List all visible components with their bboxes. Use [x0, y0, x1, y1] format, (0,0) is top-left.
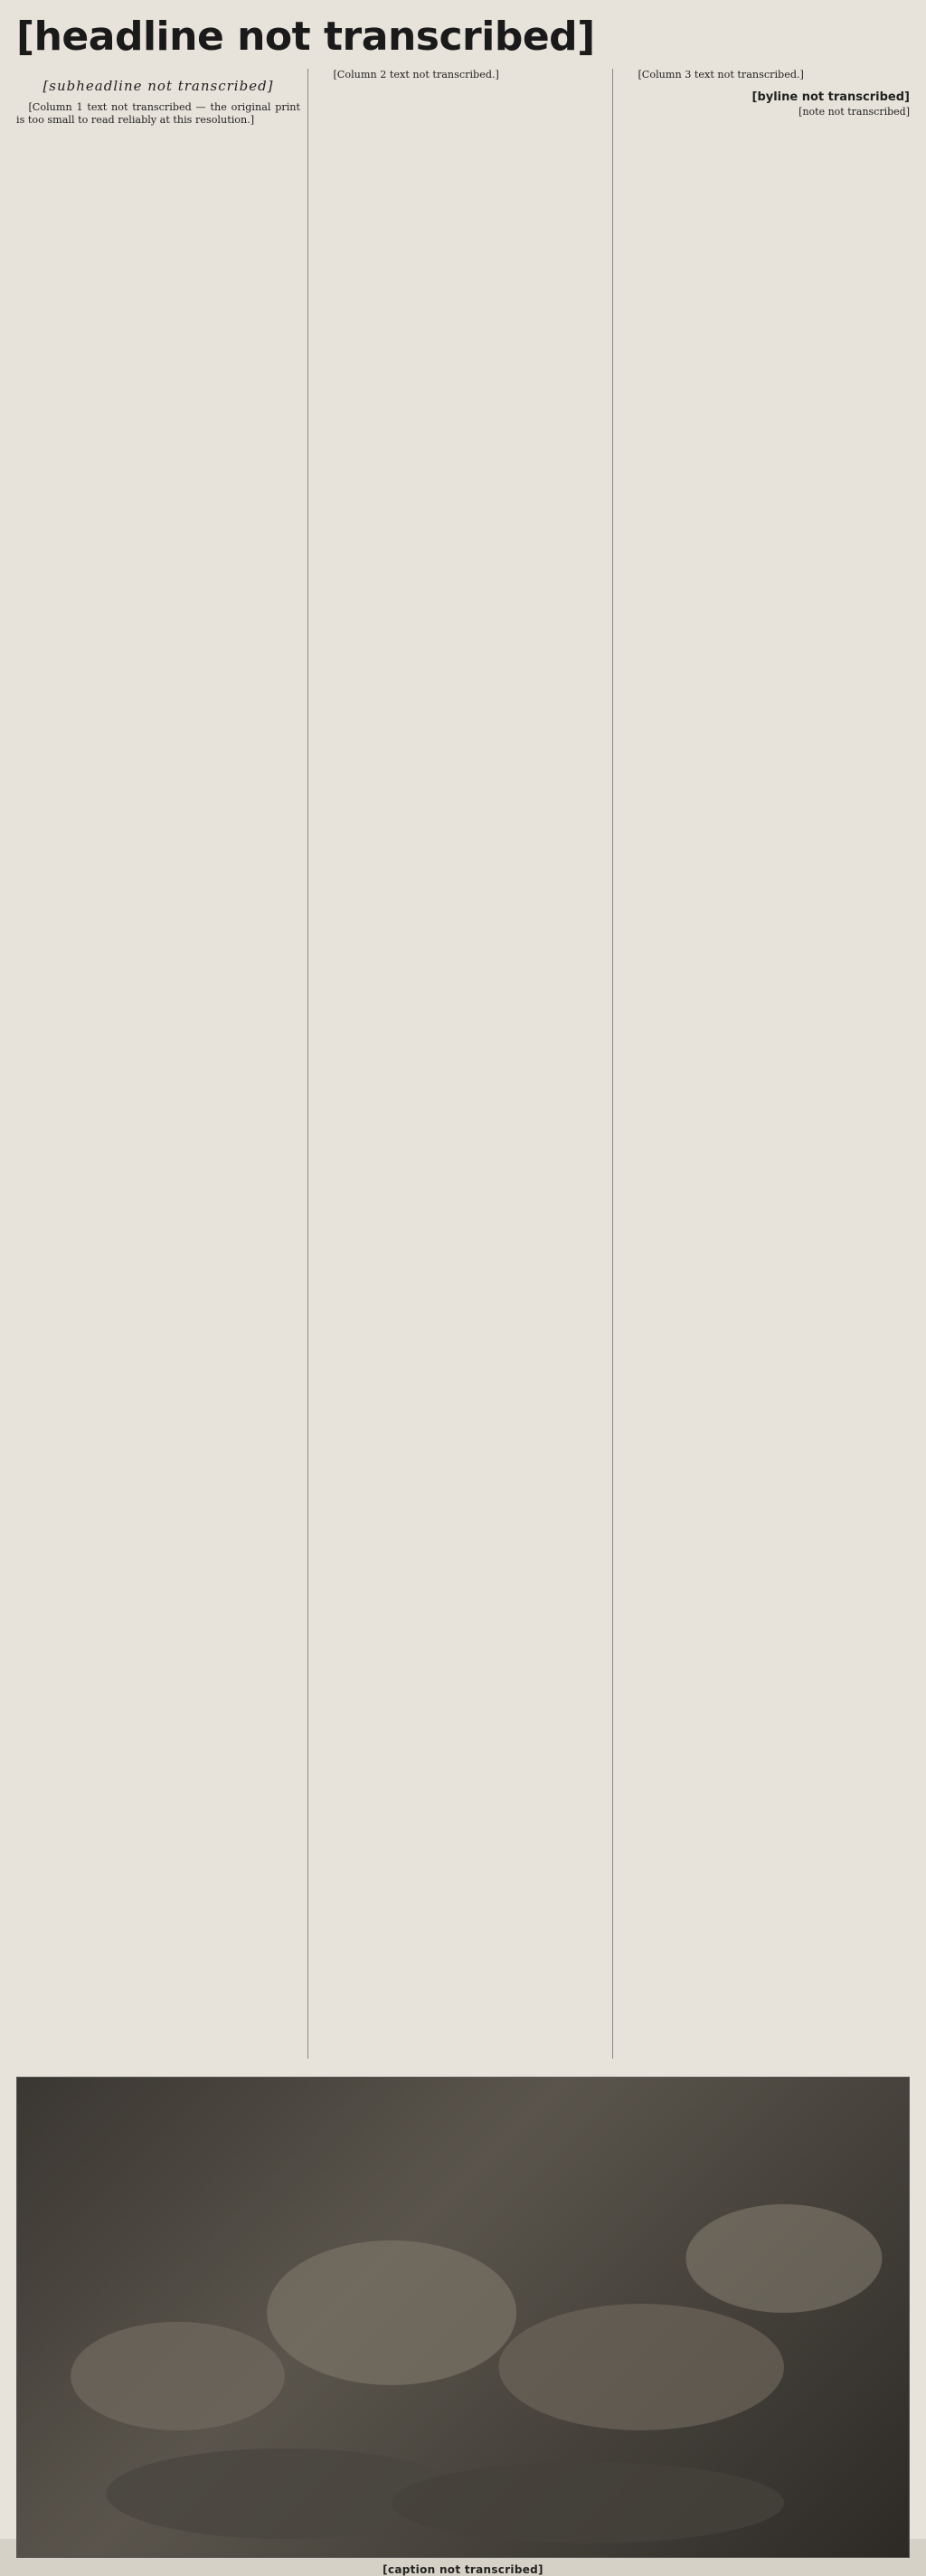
article-paragraph: [Column 1 text not transcribed — the original print is too small to read reliably at this resolution.] — [16, 101, 300, 127]
article-subheadline: [subheadline not transcribed] — [43, 78, 274, 94]
column-2-text — [321, 69, 605, 81]
column-3 — [626, 69, 910, 2059]
article-paragraph: [Column 2 text not transcribed.] — [333, 69, 499, 80]
byline-note: [note not transcribed] — [798, 106, 910, 118]
news-photo — [16, 2077, 910, 2558]
column-3-text — [626, 69, 910, 81]
byline: [byline not transcribed] — [751, 90, 910, 105]
photo-caption: [caption not transcribed] — [383, 2563, 543, 2576]
photo-figures — [17, 2078, 909, 2557]
column-1 — [16, 69, 308, 2059]
column-1-text — [16, 101, 300, 128]
article-paragraph: [Column 3 text not transcribed.] — [638, 69, 804, 80]
article-columns — [16, 69, 910, 2059]
column-2 — [321, 69, 613, 2059]
article-headline: [headline not transcribed] — [16, 14, 595, 60]
